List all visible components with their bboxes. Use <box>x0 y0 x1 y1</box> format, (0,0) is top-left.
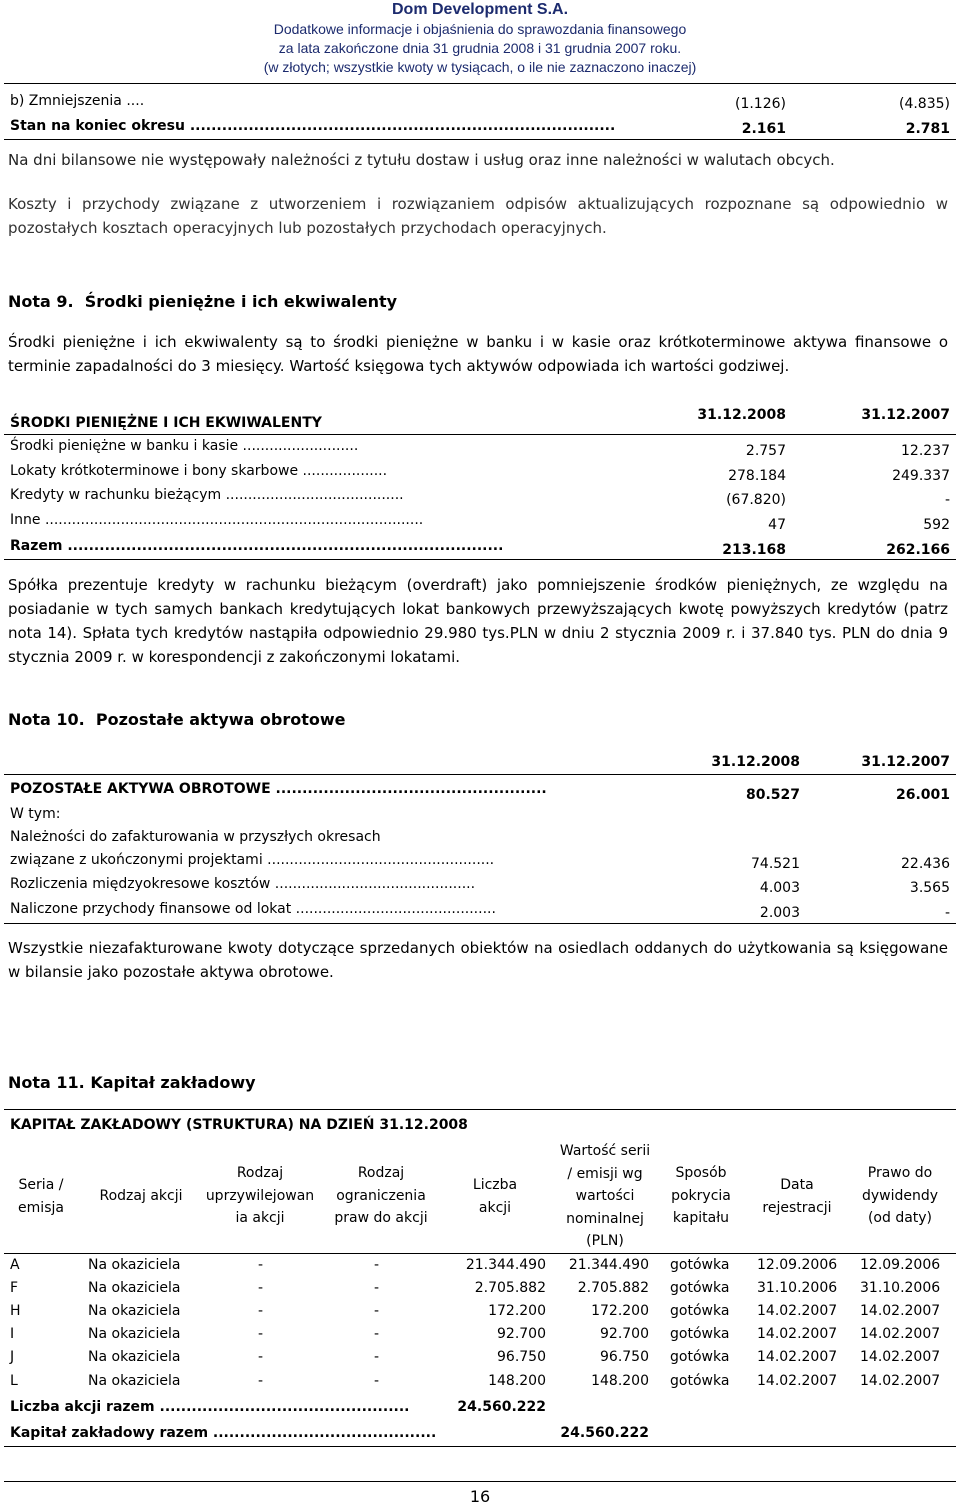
nota10-para-after: Wszystkie niezafakturowane kwoty dotyczące sprzedanych obiektów na osiedlach oddanych do użytkowania są księgowane w bilansie jako pozostałe aktywa obrotowe. <box>8 939 948 981</box>
nota9-row-2007: 592 <box>923 517 950 533</box>
nota9-table-title: ŚRODKI PIENIĘŻNE I ICH EKWIWALENTY <box>10 415 322 431</box>
company-name: Dom Development S.A. <box>391 1 569 18</box>
nota9-row-2007: 249.337 <box>892 468 950 484</box>
row-stan-2007: 2.781 <box>905 121 950 137</box>
nota9-total-2007: 262.166 <box>886 542 950 558</box>
row-zmniejszenia-label: b) Zmniejszenia .... <box>10 93 145 109</box>
footer-rule <box>4 1481 956 1482</box>
nota9-total-label: Razem .................................................................................. <box>10 538 504 554</box>
nota10-row-2008: 4.003 <box>759 880 800 896</box>
nota11-header-rodzaj: Rodzaj akcji <box>99 1188 183 1204</box>
nota9-row-2008: 278.184 <box>728 468 786 484</box>
page-number: 16 <box>469 1487 491 1506</box>
nota10-row-label: Rozliczenia międzyokresowe kosztów ............................................. <box>10 876 476 892</box>
nota9-row-label: Lokaty krótkoterminowe i bony skarbowe ................... <box>10 463 388 479</box>
row-zmniejszenia-2008: (1.126) <box>734 96 786 112</box>
nota9-col-2007: 31.12.2007 <box>861 407 950 423</box>
nota10-main-2008: 80.527 <box>745 787 800 803</box>
nota10-row-2007: 3.565 <box>909 880 950 896</box>
nota9-row-2008: (67.820) <box>726 492 786 508</box>
nota10-row1-line2: związane z ukończonymi projektami ................................................... <box>10 852 495 868</box>
table-rule <box>4 923 956 924</box>
nota10-main-2007: 26.001 <box>895 787 950 803</box>
row-stan-label: Stan na koniec okresu ................................................................................ <box>10 118 616 134</box>
nota11-header-wartosc: Wartość serii / emisji wg wartości nominalnej (PLN) <box>559 1143 651 1249</box>
nota10-col-2008: 31.12.2008 <box>711 754 800 770</box>
nota11-header-sposob: Sposób pokrycia kapitału <box>671 1165 731 1226</box>
row-zmniejszenia-2007: (4.835) <box>898 96 950 112</box>
nota10-title: Nota 10. Pozostałe aktywa obrotowe <box>8 710 346 729</box>
nota11-title: Nota 11. Kapitał zakładowy <box>8 1073 256 1092</box>
nota10-row-2008: 2.003 <box>759 905 800 921</box>
nota9-row-label: Środki pieniężne w banku i kasie .......................... <box>10 438 359 454</box>
table-rule <box>4 434 956 435</box>
nota9-para-after: Spółka prezentuje kredyty w rachunku bieżącym (overdraft) jako pomniejszenie środków pieniężnych, ze względu na posiadanie w tych samych bankach kredytujących lokat bankowych przewyższających kwotę powyższych kredytów (patrz nota 14). Spłata tych kredytów nastąpiła odpowiednio 29.980 tys.PLN w dniu 2 stycznia 2009 r. i 37.840 tys. PLN do dnia 9 stycznia 2009 r. w korespondencji z zakończonymi lokatami. <box>8 576 948 666</box>
nota9-row-2007: 12.237 <box>901 443 950 459</box>
table-rule <box>4 1446 956 1447</box>
nota9-row-2008: 2.757 <box>745 443 786 459</box>
header-line-2: za lata zakończone dnia 31 grudnia 2008 i 31 grudnia 2007 roku. <box>278 40 682 56</box>
row-stan-2008: 2.161 <box>741 121 786 137</box>
header-line-3: (w złotych; wszystkie kwoty w tysiącach, o ile nie zaznaczono inaczej) <box>263 59 697 75</box>
nota10-row-label: Naliczone przychody finansowe od lokat ............................................. <box>10 901 496 917</box>
page-header <box>0 0 960 77</box>
table-rule <box>4 559 956 560</box>
nota9-para: Środki pieniężne i ich ekwiwalenty są to środki pieniężne w banku i w kasie oraz krótkoterminowe aktywa finansowe o terminie zapadalności do 3 miesięcy. Wartość księgowa tych aktywów odpowiada ich wartości godziwej. <box>8 333 948 375</box>
nota11-header-prawo: Prawo do dywidendy (od daty) <box>861 1165 939 1226</box>
para-costs: Koszty i przychody związane z utworzeniem i rozwiązaniem odpisów aktualizujących rozpoznane są odpowiednio w pozostałych kosztach operacyjnych lub pozostałych przychodach operacyjnych. <box>8 195 948 237</box>
nota10-row-2007: - <box>944 905 950 921</box>
table-rule <box>4 774 956 775</box>
nota11-total-shares-label: Liczba akcji razem ............................................... <box>10 1399 410 1415</box>
nota11-header-seria: Seria / emisja <box>18 1177 64 1216</box>
nota10-col-2007: 31.12.2007 <box>861 754 950 770</box>
nota10-row1-line1: Należności do zafakturowania w przyszłych okresach <box>10 829 381 845</box>
nota9-row-2007: - <box>944 492 950 508</box>
nota9-row-label: Kredyty w rachunku bieżącym ........................................ <box>10 487 404 503</box>
nota11-total-capital: 24.560.222 <box>560 1425 649 1441</box>
nota9-row-2008: 47 <box>768 517 786 533</box>
nota10-row1-2007: 22.436 <box>901 856 950 872</box>
table-rule <box>4 139 956 140</box>
nota10-wtym: W tym: <box>10 806 61 822</box>
header-line-1: Dodatkowe informacje i objaśnienia do sprawozdania finansowego <box>273 21 687 37</box>
nota11-header-liczba: Liczba akcji <box>472 1177 518 1216</box>
nota11-header-data: Data rejestracji <box>762 1177 832 1216</box>
nota11-header-ogranicz: Rodzaj ograniczenia praw do akcji <box>334 1165 428 1226</box>
nota11-total-capital-label: Kapitał zakładowy razem .......................................... <box>10 1425 437 1441</box>
nota9-total-2008: 213.168 <box>722 542 786 558</box>
nota9-row-label: Inne ..................................................................................... <box>10 512 424 528</box>
table-rule <box>4 1109 956 1110</box>
nota10-row1-2008: 74.521 <box>751 856 800 872</box>
nota9-title: Nota 9. Środki pieniężne i ich ekwiwalenty <box>8 292 398 311</box>
nota11-table-title: KAPITAŁ ZAKŁADOWY (STRUKTURA) NA DZIEŃ 31.12.2008 <box>10 1117 468 1133</box>
nota11-header-uprzyw: Rodzaj uprzywilejowan ia akcji <box>205 1165 315 1226</box>
nota10-main-label: POZOSTAŁE AKTYWA OBROTOWE ................................................... <box>10 781 547 797</box>
nota9-col-2008: 31.12.2008 <box>697 407 786 423</box>
document-page: Dom Development S.A. Dodatkowe informacje i objaśnienia do sprawozdania finansowego za lata zakończone dnia 31 grudnia 2008 i 31 grudnia 2007 roku. (w złotych; wszystkie kwoty w tysiącach, o ile nie zaznaczono inaczej) b) Zmniejszenia .... (1.126) (4.835) Stan na koniec okresu ................................................................................ 2.161 2.781 Na dni bilansowe nie występowały należności z tytułu dostaw i usług oraz inne należności w walutach obcych. Koszty i przychody związane z utworzeniem i rozwiązaniem odpisów aktualizujących rozpoznane są odpowiednio w pozostałych kosztach operacyjnych lub pozostałych przychodach operacyjnych. Nota 9. Środki pieniężne i ich ekwiwalenty Środki pieniężne i ich ekwiwalenty są to środki pieniężne w banku i w kasie oraz krótkoterminowe aktywa finansowe o terminie zapadalności do 3 miesięcy. Wartość księgowa tych aktywów odpowiada ich wartości godziwej. ŚRODKI PIENIĘŻNE I ICH EKWIWALENTY 31.12.2008 31.12.2007 Środki pieniężne w banku i kasie .......................... 2.757 12.237 Lokaty krótkoterminowe i bony skarbowe ................... 278.184 249.337 Kredyty w rachunku bieżącym ........................................ (67.820) - Inne ..................................................................................... 47 592 Razem .................................................................................. 213.168 262.166 Spółka prezentuje kredyty w rachunku bieżącym (overdraft) jako pomniejszenie środków pieniężnych, ze względu na posiadanie w tych samych bankach kredytujących lokat bankowych przewyższających kwotę powyższych kredytów (patrz nota 14). Spłata tych kredytów nastąpiła odpowiednio 29.980 tys.PLN w dniu 2 stycznia 2009 r. i 37.840 tys. PLN do dnia 9 stycznia 2009 r. w korespondencji z zakończonymi lokatami. Nota 10. Pozostałe aktywa obrotowe 31.12.2008 31.12.2007 POZOSTAŁE AKTYWA OBROTOWE ................................................... 80.527 26.001 W tym: Należności do zafakturowania w przyszłych okresach związane z ukończonymi projektami ................................................... 74.521 22.436 Rozliczenia międzyokresowe kosztów ............................................. 4.003 3.565 Naliczone przychody finansowe od lokat ............................................. 2.003 - Wszystkie niezafakturowane kwoty dotyczące sprzedanych obiektów na osiedlach oddanych do użytkowania są księgowane w bilansie jako pozostałe aktywa obrotowe. Nota 11. Kapitał zakładowy KAPITAŁ ZAKŁADOWY (STRUKTURA) NA DZIEŃ 31.12.2008 Seria / emisja Rodzaj akcji Rodzaj uprzywilejowan ia akcji Rodzaj ograniczenia praw do akcji Liczba akcji Wartość serii / emisji wg wartości nominalnej (PLN) Sposób pokrycia kapitału Data rejestracji Prawo do dywidendy (od daty) A Na okaziciela - - 21.344.490 21.344.490 gotówka 12.09.2006 12.09.2006 F Na okaziciela - - 2.705.882 2.705.882 gotówka 31.10.2006 31.10.2006 H Na okaziciela - - 172.200 172.200 gotówka 14.02.2007 14.02.2007 I Na okaziciela - - 92.700 92.700 gotówka 14.02.2007 14.02.2007 J Na okaziciela - - 96.750 96.750 gotówka 14.02.2007 14.02.2007 L Na okaziciela - - 148.200 148.200 gotówka 14.02.2007 14.02.2007 Liczba akcji razem ............................................... 24.560.222 Kapitał zakładowy razem .......................................... 24.560.222 16 <box>0 0 960 1508</box>
para-receivables: Na dni bilansowe nie występowały należności z tytułu dostaw i usług oraz inne należności w walutach obcych. <box>8 151 835 169</box>
nota11-total-shares: 24.560.222 <box>457 1399 546 1415</box>
header-rule <box>4 83 956 84</box>
